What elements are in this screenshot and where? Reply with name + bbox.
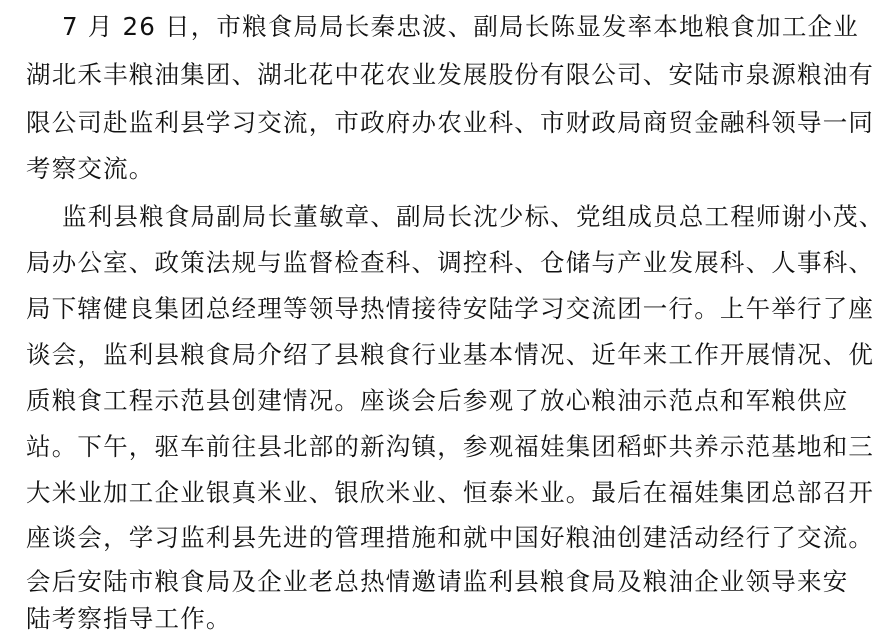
paragraph-line: 陆考察指导工作。 [26, 604, 232, 633]
paragraph-line: 监利县粮食局副局长董敏章、副局长沈少标、党组成员总工程师谢小茂、 [62, 202, 884, 231]
paragraph-line: 考察交流。 [26, 154, 155, 183]
paragraph-line: 湖北禾丰粮油集团、湖北花中花农业发展股份有限公司、安陆市泉源粮油有 [26, 60, 875, 89]
paragraph-line: 会后安陆市粮食局及企业老总热情邀请监利县粮食局及粮油企业领导来安 [26, 567, 849, 596]
paragraph-line: 站。下午，驱车前往县北部的新沟镇，参观福娃集团稻虾共养示范基地和三 [26, 432, 875, 461]
paragraph-line: 局下辖健良集团总经理等领导热情接待安陆学习交流团一行。上午举行了座 [26, 294, 875, 323]
paragraph-line: 限公司赴监利县学习交流，市政府办农业科、市财政局商贸金融科领导一同 [26, 108, 875, 137]
paragraph-line: 局办公室、政策法规与监督检查科、调控科、仓储与产业发展科、人事科、 [26, 248, 875, 277]
paragraph-line: 谈会，监利县粮食局介绍了县粮食行业基本情况、近年来工作开展情况、优 [26, 340, 875, 369]
paragraph-line: 大米业加工企业银真米业、银欣米业、恒泰米业。最后在福娃集团总部召开 [26, 478, 875, 507]
paragraph-line: 质粮食工程示范县创建情况。座谈会后参观了放心粮油示范点和军粮供应 [26, 386, 849, 415]
paragraph-line: 7 月 26 日，市粮食局局长秦忠波、副局长陈显发率本地粮食加工企业 [62, 12, 859, 41]
paragraph-line: 座谈会，学习监利县先进的管理措施和就中国好粮油创建活动经行了交流。 [26, 523, 875, 552]
